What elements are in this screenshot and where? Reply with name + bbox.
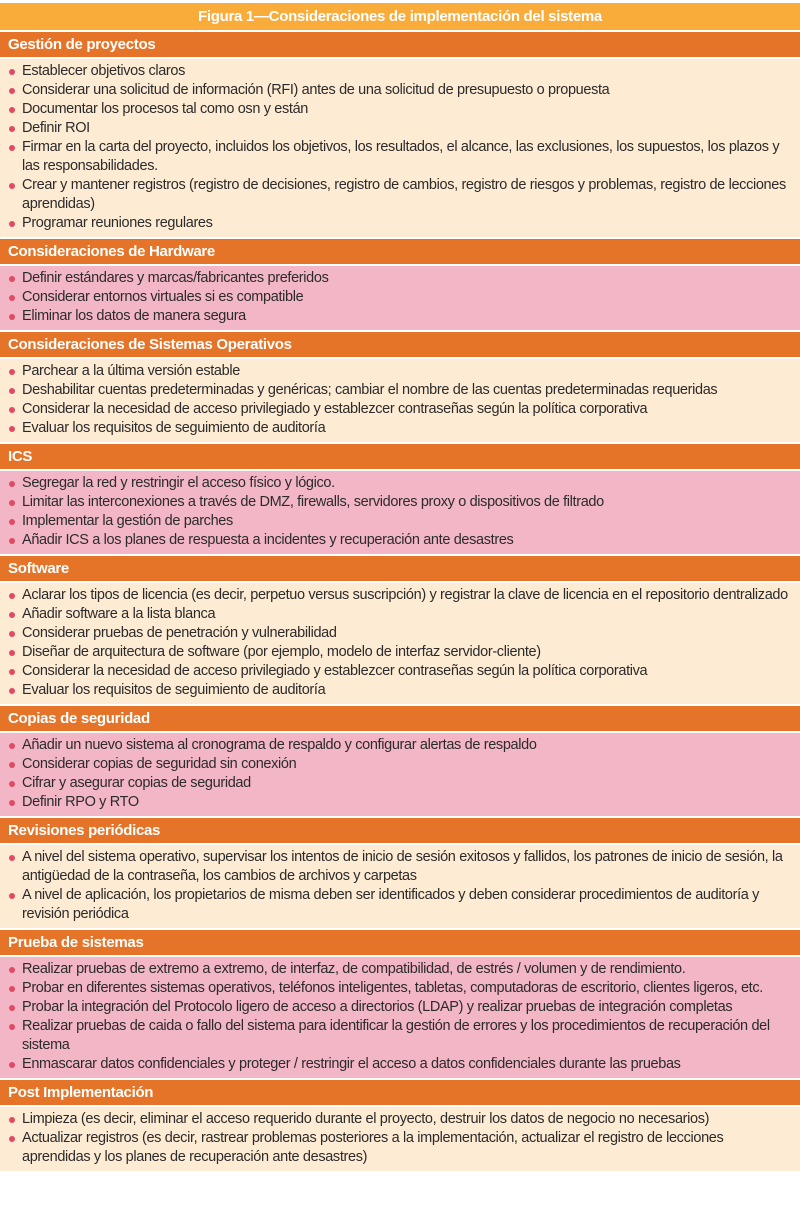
section-body	[0, 845, 800, 928]
bullet-list	[8, 362, 792, 438]
list-item: Considerar copias de seguridad sin conexión	[8, 755, 792, 774]
section-body	[0, 1107, 800, 1171]
figure-title: Figura 1—Consideraciones de implementación del sistema	[0, 3, 800, 30]
figure	[0, 3, 800, 1171]
section-header: Post Implementación	[0, 1080, 800, 1105]
list-item: Parchear a la última versión estable	[8, 362, 792, 381]
section-body	[0, 957, 800, 1078]
list-item: A nivel de aplicación, los propietarios de misma deben ser identificados y deben considerar procedimientos de auditoría y revisión periódica	[8, 886, 792, 924]
section-body	[0, 359, 800, 442]
list-item: Implementar la gestión de parches	[8, 512, 792, 531]
section-header: Gestión de proyectos	[0, 32, 800, 57]
list-item: Programar reuniones regulares	[8, 214, 792, 233]
list-item: Definir estándares y marcas/fabricantes preferidos	[8, 269, 792, 288]
list-item: Considerar una solicitud de información (RFI) antes de una solicitud de presupuesto o propuesta	[8, 81, 792, 100]
list-item: Considerar la necesidad de acceso privilegiado y establezcer contraseñas según la política corporativa	[8, 662, 792, 681]
list-item: Actualizar registros (es decir, rastrear problemas posteriores a la implementación, actualizar el registro de lecciones aprendidas y los planes de recuperación ante desastres)	[8, 1129, 792, 1167]
list-item: Eliminar los datos de manera segura	[8, 307, 792, 326]
list-item: Segregar la red y restringir el acceso físico y lógico.	[8, 474, 792, 493]
list-item: Probar la integración del Protocolo ligero de acceso a directorios (LDAP) y realizar pruebas de integración completas	[8, 998, 792, 1017]
list-item: Firmar en la carta del proyecto, incluidos los objetivos, los resultados, el alcance, las exclusiones, los supuestos, los plazos y las responsabilidades.	[8, 138, 792, 176]
list-item: Enmascarar datos confidenciales y proteger / restringir el acceso a datos confidenciales durante las pruebas	[8, 1055, 792, 1074]
bullet-list	[8, 586, 792, 700]
section-body	[0, 733, 800, 816]
list-item: Evaluar los requisitos de seguimiento de auditoría	[8, 681, 792, 700]
section-header: Prueba de sistemas	[0, 930, 800, 955]
list-item: Añadir software a la lista blanca	[8, 605, 792, 624]
bullet-list	[8, 736, 792, 812]
list-item: Documentar los procesos tal como osn y están	[8, 100, 792, 119]
list-item: Limpieza (es decir, eliminar el acceso requerido durante el proyecto, destruir los datos de negocio no necesarios)	[8, 1110, 792, 1129]
list-item: Añadir un nuevo sistema al cronograma de respaldo y configurar alertas de respaldo	[8, 736, 792, 755]
list-item: Evaluar los requisitos de seguimiento de auditoría	[8, 419, 792, 438]
list-item: Limitar las interconexiones a través de DMZ, firewalls, servidores proxy o dispositivos de filtrado	[8, 493, 792, 512]
section-header: Consideraciones de Sistemas Operativos	[0, 332, 800, 357]
list-item: Añadir ICS a los planes de respuesta a incidentes y recuperación ante desastres	[8, 531, 792, 550]
section-body	[0, 266, 800, 330]
list-item: Diseñar de arquitectura de software (por ejemplo, modelo de interfaz servidor-cliente)	[8, 643, 792, 662]
list-item: Deshabilitar cuentas predeterminadas y genéricas; cambiar el nombre de las cuentas predeterminadas requeridas	[8, 381, 792, 400]
section-body	[0, 471, 800, 554]
sections-container	[0, 32, 800, 1171]
list-item: Realizar pruebas de caida o fallo del sistema para identificar la gestión de errores y los procedimientos de recuperación del sistema	[8, 1017, 792, 1055]
section-body	[0, 583, 800, 704]
list-item: Probar en diferentes sistemas operativos, teléfonos inteligentes, tabletas, computadoras de escritorio, clientes ligeros, etc.	[8, 979, 792, 998]
section-header: Revisiones periódicas	[0, 818, 800, 843]
list-item: Crear y mantener registros (registro de decisiones, registro de cambios, registro de riesgos y problemas, registro de lecciones aprendidas)	[8, 176, 792, 214]
list-item: Definir RPO y RTO	[8, 793, 792, 812]
bullet-list	[8, 269, 792, 326]
list-item: Cifrar y asegurar copias de seguridad	[8, 774, 792, 793]
list-item: Considerar entornos virtuales si es compatible	[8, 288, 792, 307]
list-item: Definir ROI	[8, 119, 792, 138]
list-item: Establecer objetivos claros	[8, 62, 792, 81]
section-header: Copias de seguridad	[0, 706, 800, 731]
section-header: ICS	[0, 444, 800, 469]
bullet-list	[8, 1110, 792, 1167]
list-item: Considerar pruebas de penetración y vulnerabilidad	[8, 624, 792, 643]
bullet-list	[8, 62, 792, 233]
list-item: Considerar la necesidad de acceso privilegiado y establezcer contraseñas según la política corporativa	[8, 400, 792, 419]
list-item: Realizar pruebas de extremo a extremo, de interfaz, de compatibilidad, de estrés / volumen y de rendimiento.	[8, 960, 792, 979]
section-header: Consideraciones de Hardware	[0, 239, 800, 264]
section-body	[0, 59, 800, 237]
list-item: A nivel del sistema operativo, supervisar los intentos de inicio de sesión exitosos y fallidos, los patrones de inicio de sesión, la antigüedad de la contraseña, los cambios de archivos y carpetas	[8, 848, 792, 886]
bullet-list	[8, 960, 792, 1074]
bullet-list	[8, 474, 792, 550]
bullet-list	[8, 848, 792, 924]
section-header: Software	[0, 556, 800, 581]
list-item: Aclarar los tipos de licencia (es decir, perpetuo versus suscripción) y registrar la clave de licencia en el repositorio dentralizado	[8, 586, 792, 605]
